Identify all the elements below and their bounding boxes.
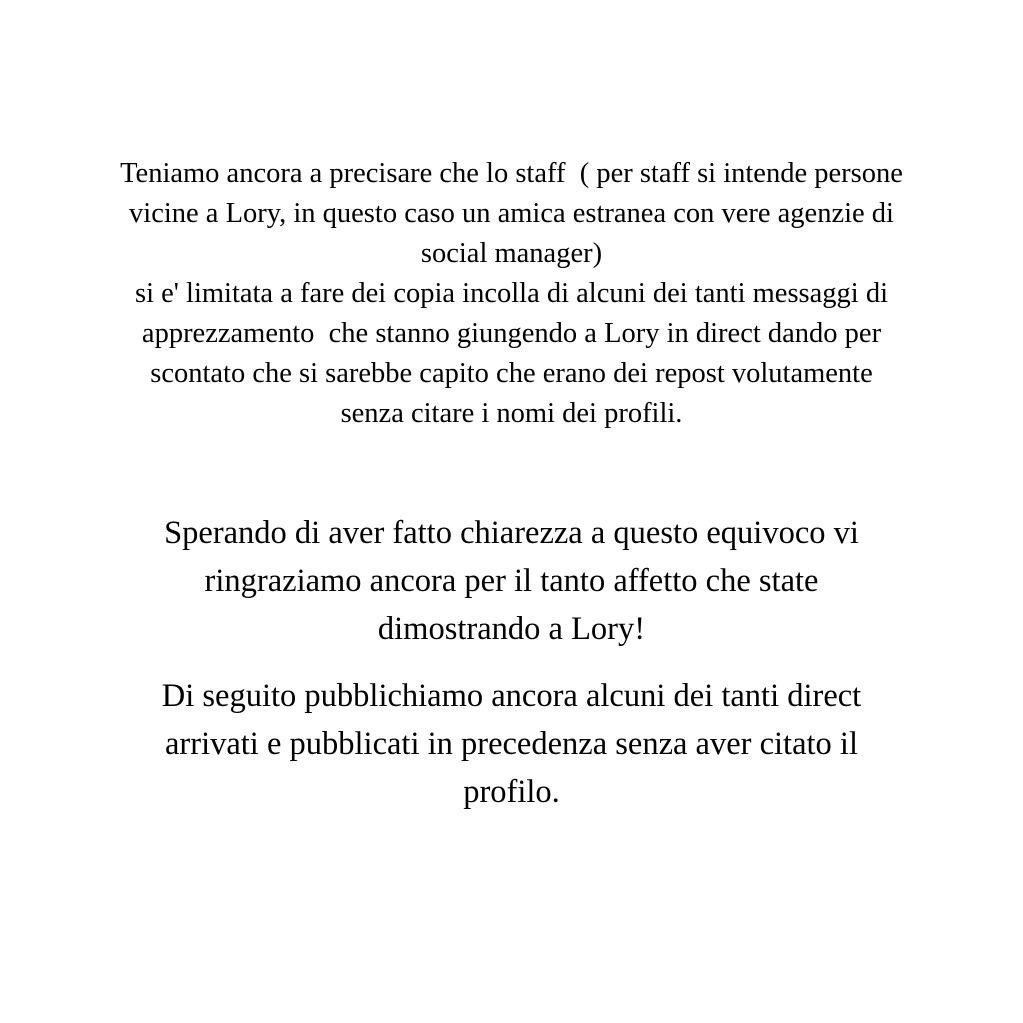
clarification-line: Teniamo ancora a precisare che lo staff ( per staff si intende persone (120, 158, 903, 189)
clarification-paragraph (0, 154, 1023, 434)
thanks-line: ringraziamo ancora per il tanto affetto che state (204, 563, 819, 599)
clarification-line: scontato che si sarebbe capito che erano dei repost volutamente (150, 358, 873, 389)
clarification-line: apprezzamento che stanno giungendo a Lory in direct dando per (141, 318, 882, 349)
thanks-line: Sperando di aver fatto chiarezza a questo equivoco vi (164, 515, 859, 551)
followup-paragraph (0, 672, 1023, 816)
followup-line: Di seguito pubblichiamo ancora alcuni dei tanti direct (161, 678, 862, 714)
followup-line: arrivati e pubblicati in precedenza senza aver citato il (165, 726, 858, 762)
clarification-line: si e' limitata a fare dei copia incolla di alcuni dei tanti messaggi di (134, 278, 888, 309)
thanks-paragraph (0, 509, 1023, 653)
followup-line: profilo. (463, 774, 560, 810)
thanks-line: dimostrando a Lory! (377, 611, 646, 647)
clarification-line: social manager) (420, 238, 603, 269)
clarification-line: vicine a Lory, in questo caso un amica estranea con vere agenzie di (129, 198, 894, 229)
clarification-line: senza citare i nomi dei profili. (340, 398, 683, 429)
